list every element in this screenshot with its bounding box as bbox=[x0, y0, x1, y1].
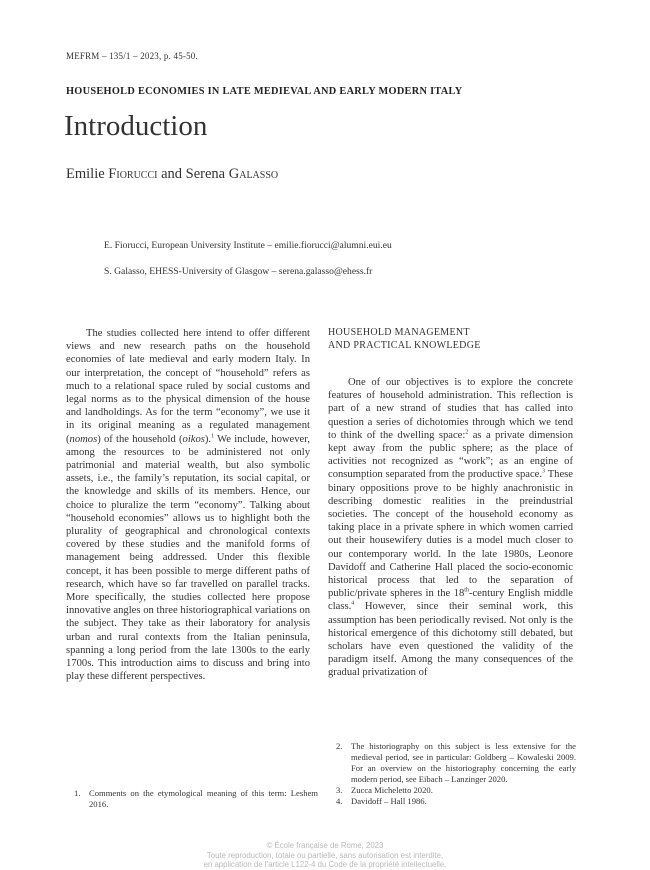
subsection-heading-line: HOUSEHOLD MANAGEMENT bbox=[328, 327, 470, 338]
footnotes-left bbox=[74, 788, 318, 810]
footnotes-right bbox=[336, 741, 576, 807]
subsection-heading bbox=[328, 326, 481, 352]
italic-term: nomos bbox=[69, 433, 98, 445]
affiliation-2: S. Galasso, EHESS-University of Glasgow – serena.galasso@ehess.fr bbox=[104, 266, 373, 277]
copyright-line: Toute reproduction, totale ou partielle, sans autorisation est interdite, bbox=[206, 850, 444, 860]
footnote bbox=[336, 796, 576, 807]
copyright-line: © École française de Rome, 2023 bbox=[266, 841, 384, 850]
author-1-first-name: Emilie bbox=[66, 166, 105, 182]
footnote-text: Zucca Micheletto 2020. bbox=[351, 785, 433, 795]
paragraph-text: -century English middle class. bbox=[328, 588, 573, 613]
footnote-number: 4. bbox=[336, 796, 343, 806]
footnote-ref[interactable]: 2 bbox=[465, 429, 469, 436]
subsection-heading-line: AND PRACTICAL KNOWLEDGE bbox=[328, 340, 481, 351]
paragraph-text: However, since their seminal work, this assumption has been periodically revised. Not only is the historical emergence of this dichotomy still debated, but scholars have even questioned the validity of the paradigm itself. Among the many consequences of the gradual privatization of bbox=[328, 601, 573, 679]
footnote-ref[interactable]: 4 bbox=[351, 600, 355, 607]
footnote-text: Comments on the etymological meaning of this term: Leshem 2016. bbox=[89, 788, 318, 809]
copyright-line: en application de l’article L122-4 du Code de la propriété intellectuelle. bbox=[203, 860, 447, 869]
body-paragraph bbox=[328, 376, 573, 680]
author-2-first-name: Serena bbox=[185, 166, 226, 182]
footnote bbox=[74, 788, 318, 810]
copyright-footer bbox=[0, 841, 650, 870]
paragraph-text: We include, however, among the resources to be administered not only patrimonial and material wealth, but also symbolic assets, i.e., the family’s reputation, its social capital, or the knowledge and skills of its members. Hence, our choice to pluralize the term “economy”. Talking about “household economies” allows us to highlight both the plurality of geographical and chronological contexts covered by these studies and the manifold forms of management being addressed. Under this flexible concept, it has been possible to merge different paths of research, which have so far travelled on parallel tracks. More specifically, the studies collected here propose innovative angles on three historiographical variations on the subject. They take as their laboratory for analysis urban and rural contexts from the Italian peninsula, spanning a long period from the late 1300s to the early 1700s. This introduction aims to discuss and bring into play these different perspectives. bbox=[66, 433, 310, 683]
footnote-ref[interactable]: 3 bbox=[542, 468, 546, 475]
footnote-ref[interactable]: 1 bbox=[211, 433, 215, 440]
right-column bbox=[328, 376, 573, 680]
footnote-number: 2. bbox=[336, 741, 343, 751]
paragraph-text: These binary oppositions prove to be highly anachronistic in describing domestic realities in the preindustrial societies. The concept of the household economy as taking place in a private sphere in which women carried out their housewifery duties is a model much closer to our contemporary world. In the late 1980s, Leonore Davidoff and Catherine Hall placed the socio-economic historical process that led to the separation of public/private spheres in the 18 bbox=[328, 469, 573, 600]
journal-reference: MEFRM – 135/1 – 2023, p. 45-50. bbox=[66, 51, 198, 61]
paragraph-text: as a private dimension kept away from the public sphere; as the place of activities not recognized as “work”; as an engine of consumption separated from the productive space. bbox=[328, 429, 573, 481]
article-title: Introduction bbox=[64, 110, 208, 142]
body-paragraph bbox=[66, 327, 310, 683]
footnote-number: 1. bbox=[74, 788, 81, 798]
author-2-last-name: Galasso bbox=[228, 166, 279, 182]
left-column bbox=[66, 327, 310, 683]
author-conjunction: and bbox=[161, 166, 183, 182]
italic-term: oikos bbox=[182, 433, 205, 445]
footnote-text: The historiography on this subject is less extensive for the medieval period, see in particular: Goldberg – Kowaleski 2009. For an overview on the historiography concerning the early modern period, see Eibach – Lanzinger 2020. bbox=[351, 741, 576, 784]
paragraph-text: ). bbox=[204, 433, 212, 445]
affiliation-1: E. Fiorucci, European University Institute – emilie.fiorucci@alumni.eui.eu bbox=[104, 240, 392, 251]
footnote bbox=[336, 741, 576, 785]
footnote-text: Davidoff – Hall 1986. bbox=[351, 796, 427, 806]
paragraph-text: One of our objectives is to explore the concrete features of household administration. This reflection is part of a new strand of studies that has called into question a series of dichotomies through which we tend to think of the dwelling space: bbox=[328, 377, 573, 441]
footnote-number: 3. bbox=[336, 785, 343, 795]
author-1-last-name: Fiorucci bbox=[108, 166, 158, 182]
footnote bbox=[336, 785, 576, 796]
paragraph-text: ) of the household ( bbox=[97, 433, 183, 445]
ordinal-suffix: th bbox=[464, 587, 469, 594]
author-line bbox=[66, 166, 278, 183]
paragraph-text: The studies collected here intend to offer different views and new research paths on the household economies of late medieval and early modern Italy. In our interpretation, the concept of “household” refers as much to a relational space ruled by social customs and legal norms as to the physical dimension of the house and landholdings. As for the term “economy”, we use it in its original meaning as a regulated management ( bbox=[66, 328, 310, 445]
section-heading: HOUSEHOLD ECONOMIES IN LATE MEDIEVAL AND EARLY MODERN ITALY bbox=[66, 86, 463, 97]
